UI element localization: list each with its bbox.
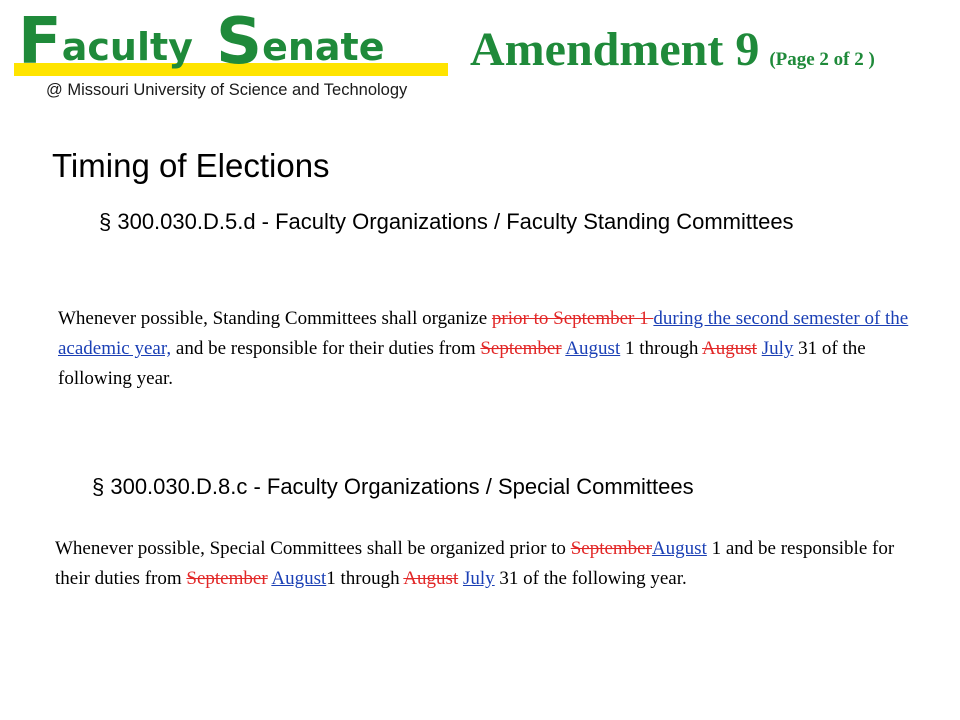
deleted-text: August — [702, 338, 757, 359]
item2-heading: § 300.030.D.8.c - Faculty Organizations / Special Committees — [92, 474, 694, 499]
paragraph-text: 1 through — [620, 338, 703, 359]
deleted-text: August — [403, 568, 459, 589]
inserted-text: during the second semester of the academic year, — [58, 308, 909, 359]
inserted-text: July — [761, 338, 794, 359]
paragraph-text: 31 of the following year. — [494, 568, 687, 589]
item2-paragraph — [55, 534, 895, 594]
deleted-text: September — [480, 338, 562, 359]
paragraph-text: 1 and be responsible for their duties from — [55, 538, 895, 589]
paragraph-text: Whenever possible, Special Committees shall be organized prior to — [55, 538, 571, 559]
inserted-text: August — [271, 568, 327, 589]
inserted-text: August — [565, 338, 621, 359]
paragraph-text: 31 of the following year. — [58, 338, 866, 389]
paragraph-text: Whenever possible, Standing Committees shall organize — [58, 308, 492, 329]
item1-paragraph — [58, 304, 938, 394]
amendment-title: Amendment 9 — [470, 23, 760, 76]
deleted-text: September — [570, 538, 652, 559]
paragraph-text: and be responsible for their duties from — [171, 338, 481, 359]
page-title — [470, 22, 875, 77]
paragraph-text: 1 through — [326, 568, 404, 589]
deleted-text: prior to September 1 — [491, 308, 654, 329]
faculty-senate-logo — [14, 5, 454, 100]
deleted-text: September — [186, 568, 268, 589]
page-indicator: (Page 2 of 2 ) — [769, 49, 875, 70]
section-title: Timing of Elections — [52, 147, 330, 184]
inserted-text: August — [651, 538, 707, 559]
item1-heading: § 300.030.D.5.d - Faculty Organizations / Faculty Standing Committees — [99, 209, 794, 234]
logo-senate-word: Senate — [216, 5, 385, 79]
inserted-text: July — [462, 568, 495, 589]
logo-faculty-word: Faculty — [18, 5, 193, 79]
logo-subtitle: @ Missouri University of Science and Technology — [46, 81, 408, 99]
